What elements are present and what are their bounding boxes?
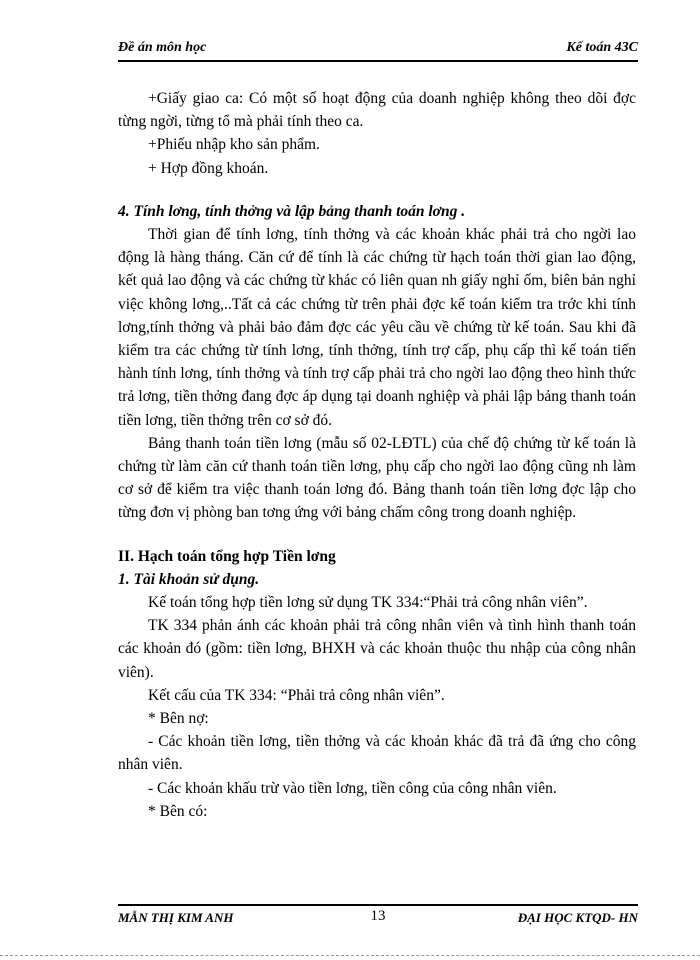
page-footer [118,904,638,930]
paragraph: - Các khoản khấu trừ vào tiền lơng, tiền công của công nhân viên. [148,779,557,797]
paragraph: Bảng thanh toán tiền lơng (mẫu số 02-LĐTL) của chế độ chứng từ kế toán là chứng từ làm căn cứ thanh toán tiền lơng, phụ cấp cho ngời lao động cũng nh làm cơ sở để kiểm tra việc thanh toán lơng đó. Bảng thanh toán tiền lơng đợc lập cho từng đơn vị phòng ban tơng ứng với bảng chấm công trong doanh nghiệp. [118,434,636,522]
paragraph: +Giấy giao ca: Có một số hoạt động của doanh nghiệp không theo dõi đợc từng ngời, từng tổ mà phải tính theo ca. [118,90,636,131]
paragraph: * Bên có: [148,802,208,820]
paragraph: Thời gian để tính lơng, tính thởng và các khoản khác phải trả cho ngời lao động là hàng tháng. Căn cứ để tính là các chứng từ hạch toán thời gian lao động, kết quả lao động và các chứng từ khác có liên quan nh giấy nghỉ ốm, biên bản nghỉ việc không lơng,..Tất cả các chứng từ trên phải đợc kế toán kiểm tra trớc khi tính lơng,tính thởng và phải bảo đảm đợc các yêu cầu về chứng từ kế toán. Sau khi đã kiểm tra các chứng từ tính lơng, tính thởng, tính trợ cấp, phụ cấp thì kế toán tiến hành tính lơng, tính thởng và tính trợ cấp phải trả cho ngời lao động theo hình thức trả lơng, tiền thởng đang đợc áp dụng tại doanh nghiệp và phải lập bảng thanh toán tiền lơng, tiền thởng trên cơ sở đó. [118,226,636,429]
footer-university: ĐẠI HỌC KTQD- HN [517,910,638,925]
page-header [118,38,638,62]
paragraph: Kết cấu của TK 334: “Phải trả công nhân viên”. [148,686,445,704]
paragraph: * Bên nợ: [148,710,209,728]
paragraph: TK 334 phản ánh các khoản phải trả công nhân viên và tình hình thanh toán các khoản đó (gồm: tiền lơng, BHXH và các khoản thuộc thu nhập của công nhân viên). [118,617,636,681]
paragraph: Kế toán tổng hợp tiền lơng sử dụng TK 334:“Phải trả công nhân viên”. [148,594,588,612]
section-heading-ii: II. Hạch toán tổng hợp Tiền lơng [118,547,336,565]
paragraph: + Hợp đồng khoán. [148,159,269,177]
header-class: Kế toán 43C [566,40,638,55]
header-course: Đề án môn học [118,40,207,55]
page-number: 13 [370,908,386,924]
subsection-heading-1: 1. Tài khoản sử dụng. [118,570,260,588]
page-edge-divider [0,955,700,956]
footer-author: MẪN THỊ KIM ANH [118,910,234,925]
document-body [118,87,636,823]
section-heading-4: 4. Tính lơng, tính thởng và lập bảng thanh toán lơng . [118,202,466,220]
paragraph: +Phiếu nhập kho sản phẩm. [148,136,320,154]
paragraph: - Các khoản tiền lơng, tiền thởng và các khoản khác đã trả đã ứng cho công nhân viên. [118,733,636,774]
